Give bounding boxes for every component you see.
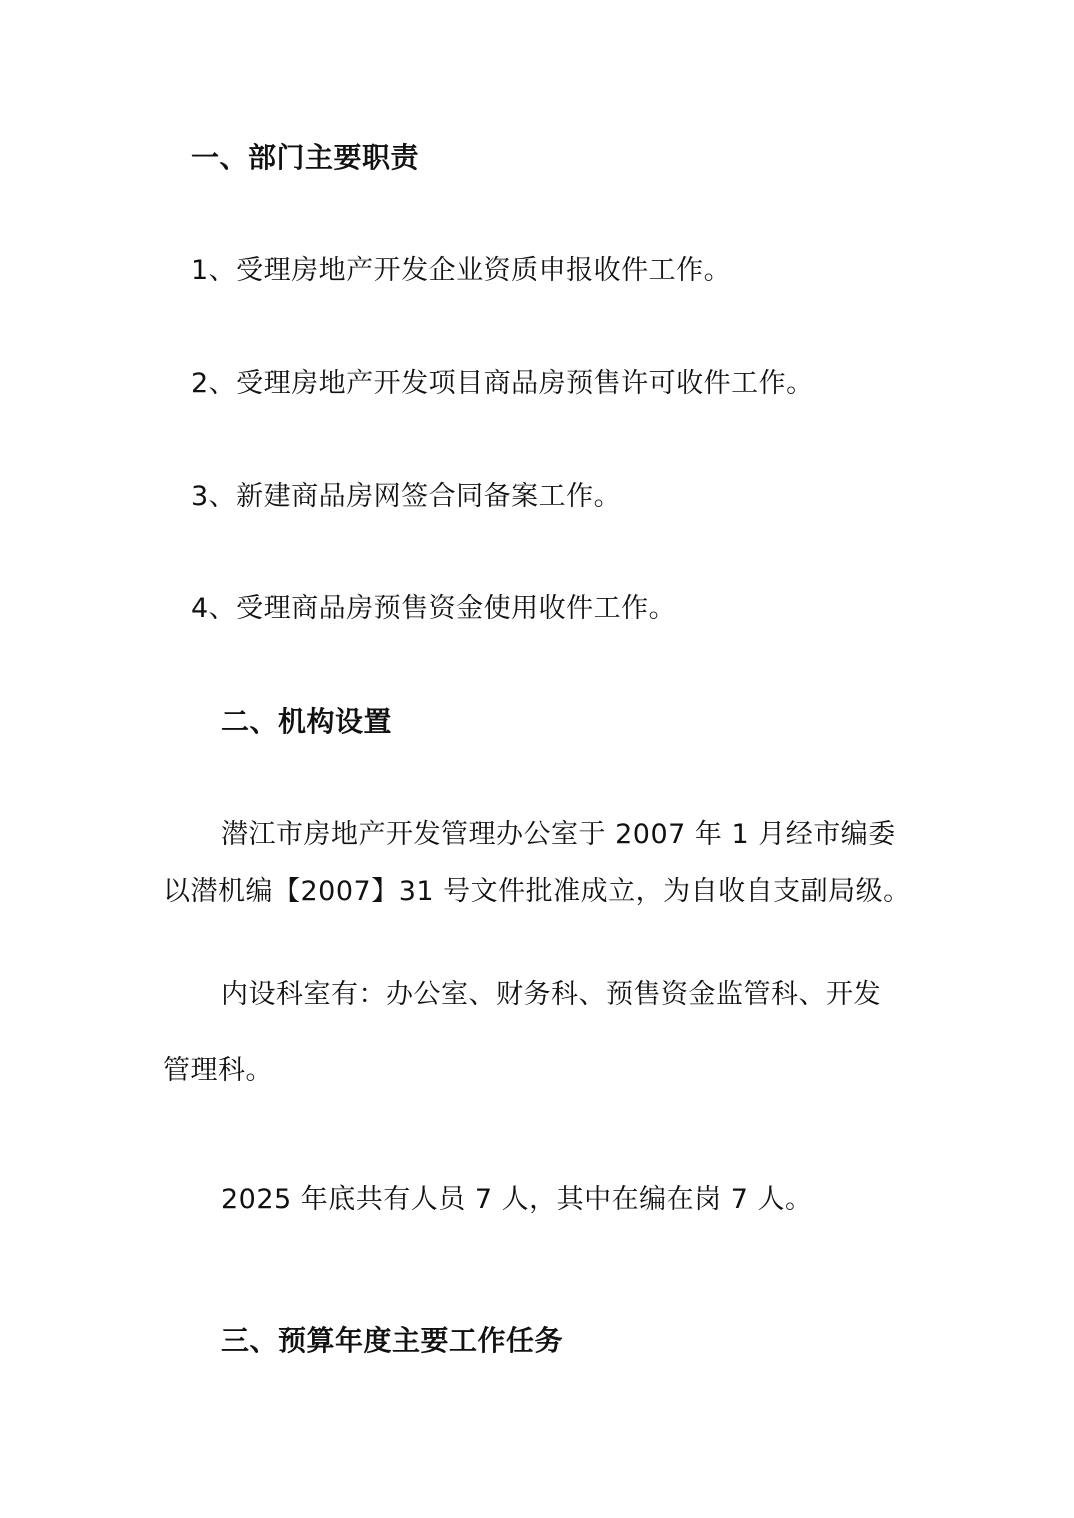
duty-item-3: 3、新建商品房网签合同备案工作。 xyxy=(191,481,622,512)
section-heading-organization: 二、机构设置 xyxy=(221,705,393,738)
section-heading-annual-tasks: 三、预算年度主要工作任务 xyxy=(221,1324,564,1357)
staffing-paragraph: 2025 年底共有人员 7 人，其中在编在岗 7 人。 xyxy=(221,1184,813,1215)
section-heading-duties: 一、部门主要职责 xyxy=(191,141,420,174)
departments-paragraph-line-1: 内设科室有：办公室、财务科、预售资金监管科、开发 xyxy=(221,979,881,1010)
duty-item-4: 4、受理商品房预售资金使用收件工作。 xyxy=(191,593,677,624)
duty-item-2: 2、受理房地产开发项目商品房预售许可收件工作。 xyxy=(191,368,814,399)
departments-paragraph-line-2: 管理科。 xyxy=(163,1055,273,1086)
duty-item-1: 1、受理房地产开发企业资质申报收件工作。 xyxy=(191,255,732,286)
organization-paragraph-line-1: 潜江市房地产开发管理办公室于 2007 年 1 月经市编委 xyxy=(221,819,896,850)
organization-paragraph-line-2: 以潜机编【2007】31 号文件批准成立，为自收自支副局级。 xyxy=(163,876,911,907)
